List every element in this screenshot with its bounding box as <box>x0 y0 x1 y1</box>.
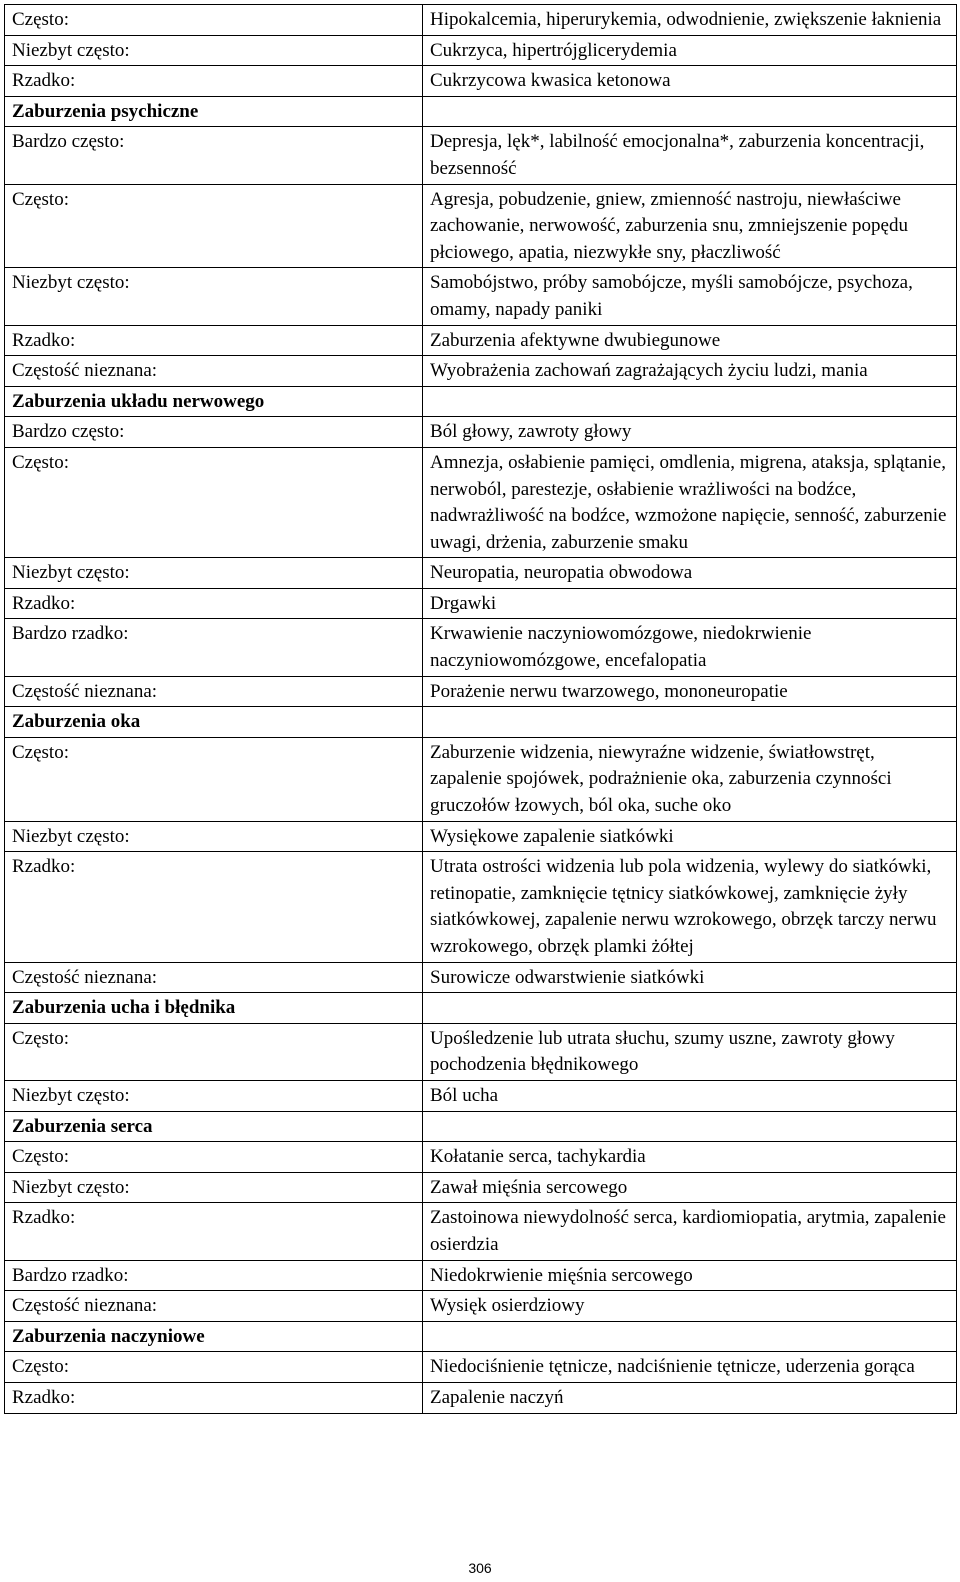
effects-cell: Surowicze odwarstwienie siatkówki <box>423 962 957 993</box>
effects-cell: Kołatanie serca, tachykardia <box>423 1142 957 1173</box>
section-header-row <box>5 96 957 127</box>
table-row <box>5 962 957 993</box>
effects-cell: Zaburzenia afektywne dwubiegunowe <box>423 325 957 356</box>
section-empty-cell <box>423 1111 957 1142</box>
effects-cell: Hipokalcemia, hiperurykemia, odwodnienie, zwiększenie łaknienia <box>423 5 957 36</box>
table-row <box>5 447 957 557</box>
section-header-row <box>5 1111 957 1142</box>
section-empty-cell <box>423 386 957 417</box>
frequency-cell: Bardzo często: <box>5 417 423 448</box>
table-row <box>5 1023 957 1080</box>
frequency-cell: Rzadko: <box>5 1203 423 1260</box>
table-row <box>5 676 957 707</box>
section-title: Zaburzenia psychiczne <box>5 96 423 127</box>
section-empty-cell <box>423 1321 957 1352</box>
table-row <box>5 1080 957 1111</box>
frequency-cell: Często: <box>5 184 423 268</box>
frequency-cell: Rzadko: <box>5 66 423 97</box>
section-empty-cell <box>423 993 957 1024</box>
frequency-cell: Częstość nieznana: <box>5 356 423 387</box>
frequency-cell: Bardzo często: <box>5 127 423 184</box>
table-row <box>5 417 957 448</box>
effects-cell: Samobójstwo, próby samobójcze, myśli samobójcze, psychoza, omamy, napady paniki <box>423 268 957 325</box>
frequency-cell: Często: <box>5 447 423 557</box>
table-row <box>5 1203 957 1260</box>
effects-cell: Cukrzycowa kwasica ketonowa <box>423 66 957 97</box>
effects-cell: Niedokrwienie mięśnia sercowego <box>423 1260 957 1291</box>
effects-cell: Wysiękowe zapalenie siatkówki <box>423 821 957 852</box>
effects-cell: Agresja, pobudzenie, gniew, zmienność nastroju, niewłaściwe zachowanie, nerwowość, zaburzenia snu, zmniejszenie popędu płciowego, apatia, niezwykłe sny, płaczliwość <box>423 184 957 268</box>
effects-cell: Ból głowy, zawroty głowy <box>423 417 957 448</box>
page-number: 306 <box>468 1560 492 1576</box>
frequency-cell: Często: <box>5 1023 423 1080</box>
table-row <box>5 66 957 97</box>
section-empty-cell <box>423 96 957 127</box>
effects-cell: Utrata ostrości widzenia lub pola widzenia, wylewy do siatkówki, retinopatie, zamknięcie tętnicy siatkówkowej, zamknięcie żyły siatkówkowej, zapalenie nerwu wzrokowego, obrzęk tarczy nerwu wzrokowego, obrzęk plamki żółtej <box>423 852 957 962</box>
section-title: Zaburzenia oka <box>5 707 423 738</box>
effects-cell: Depresja, lęk*, labilność emocjonalna*, zaburzenia koncentracji, bezsenność <box>423 127 957 184</box>
frequency-cell: Często: <box>5 5 423 36</box>
frequency-cell: Bardzo rzadko: <box>5 1260 423 1291</box>
section-empty-cell <box>423 707 957 738</box>
frequency-cell: Często: <box>5 1352 423 1383</box>
effects-cell: Niedociśnienie tętnicze, nadciśnienie tętnicze, uderzenia gorąca <box>423 1352 957 1383</box>
adverse-effects-table-body <box>5 5 957 1414</box>
table-row <box>5 5 957 36</box>
effects-cell: Cukrzyca, hipertrójglicerydemia <box>423 35 957 66</box>
table-row <box>5 184 957 268</box>
frequency-cell: Bardzo rzadko: <box>5 619 423 676</box>
adverse-effects-table <box>4 4 957 1414</box>
table-row <box>5 558 957 589</box>
effects-cell: Upośledzenie lub utrata słuchu, szumy uszne, zawroty głowy pochodzenia błędnikowego <box>423 1023 957 1080</box>
effects-cell: Ból ucha <box>423 1080 957 1111</box>
table-row <box>5 127 957 184</box>
table-row <box>5 1172 957 1203</box>
frequency-cell: Niezbyt często: <box>5 821 423 852</box>
frequency-cell: Często: <box>5 737 423 821</box>
frequency-cell: Niezbyt często: <box>5 268 423 325</box>
section-header-row <box>5 993 957 1024</box>
table-row <box>5 1382 957 1413</box>
frequency-cell: Rzadko: <box>5 1382 423 1413</box>
frequency-cell: Rzadko: <box>5 588 423 619</box>
section-header-row <box>5 1321 957 1352</box>
frequency-cell: Częstość nieznana: <box>5 962 423 993</box>
effects-cell: Wysięk osierdziowy <box>423 1291 957 1322</box>
frequency-cell: Niezbyt często: <box>5 558 423 589</box>
section-header-row <box>5 707 957 738</box>
frequency-cell: Niezbyt często: <box>5 35 423 66</box>
section-title: Zaburzenia ucha i błędnika <box>5 993 423 1024</box>
table-row <box>5 588 957 619</box>
frequency-cell: Częstość nieznana: <box>5 676 423 707</box>
effects-cell: Drgawki <box>423 588 957 619</box>
table-row <box>5 821 957 852</box>
effects-cell: Zaburzenie widzenia, niewyraźne widzenie, światłowstręt, zapalenie spojówek, podrażnienie oka, zaburzenia czynności gruczołów łzowych, ból oka, suche oko <box>423 737 957 821</box>
effects-cell: Amnezja, osłabienie pamięci, omdlenia, migrena, ataksja, splątanie, nerwoból, parestezje, osłabienie wrażliwości na bodźce, nadwrażliwość na bodźce, wzmożone napięcie, senność, zaburzenie uwagi, drżenia, zaburzenie smaku <box>423 447 957 557</box>
table-row <box>5 1142 957 1173</box>
frequency-cell: Rzadko: <box>5 852 423 962</box>
table-row <box>5 35 957 66</box>
effects-cell: Wyobrażenia zachowań zagrażających życiu ludzi, mania <box>423 356 957 387</box>
effects-cell: Zawał mięśnia sercowego <box>423 1172 957 1203</box>
section-title: Zaburzenia naczyniowe <box>5 1321 423 1352</box>
table-row <box>5 1352 957 1383</box>
section-header-row <box>5 386 957 417</box>
table-row <box>5 268 957 325</box>
table-row <box>5 737 957 821</box>
frequency-cell: Często: <box>5 1142 423 1173</box>
effects-cell: Zapalenie naczyń <box>423 1382 957 1413</box>
table-row <box>5 619 957 676</box>
table-row <box>5 325 957 356</box>
section-title: Zaburzenia układu nerwowego <box>5 386 423 417</box>
section-title: Zaburzenia serca <box>5 1111 423 1142</box>
frequency-cell: Niezbyt często: <box>5 1172 423 1203</box>
table-row <box>5 1291 957 1322</box>
frequency-cell: Częstość nieznana: <box>5 1291 423 1322</box>
effects-cell: Neuropatia, neuropatia obwodowa <box>423 558 957 589</box>
table-row <box>5 1260 957 1291</box>
table-row <box>5 356 957 387</box>
effects-cell: Zastoinowa niewydolność serca, kardiomiopatia, arytmia, zapalenie osierdzia <box>423 1203 957 1260</box>
effects-cell: Krwawienie naczyniowomózgowe, niedokrwienie naczyniowomózgowe, encefalopatia <box>423 619 957 676</box>
effects-cell: Porażenie nerwu twarzowego, mononeuropatie <box>423 676 957 707</box>
frequency-cell: Rzadko: <box>5 325 423 356</box>
frequency-cell: Niezbyt często: <box>5 1080 423 1111</box>
table-row <box>5 852 957 962</box>
